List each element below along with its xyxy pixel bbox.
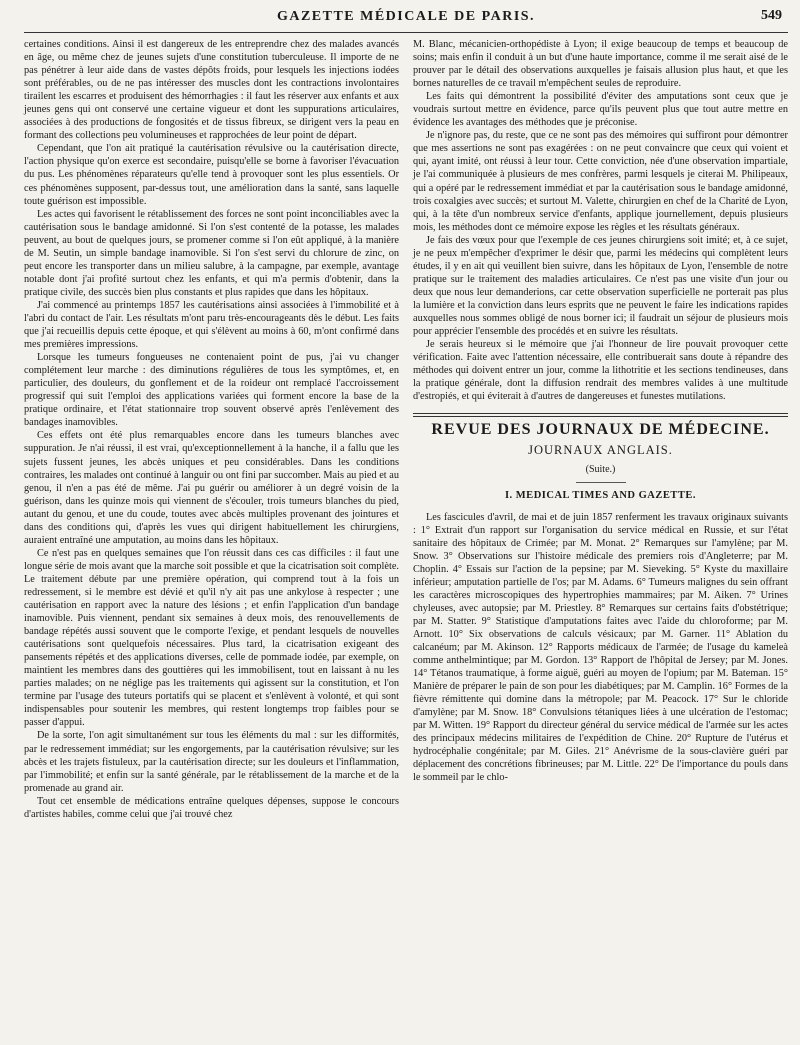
revue-item: 9° Statistique d'amputations faites avec l'aide du chloroforme; par M. Arnott. bbox=[413, 615, 788, 640]
journal-title: GAZETTE MÉDICALE DE PARIS. bbox=[276, 9, 536, 24]
revue-item: 4° Essais sur l'action de la pepsine; par M. Sieveking. bbox=[452, 563, 691, 575]
revue-item: 15° Manière de préparer le pain de son pour les diabétiques; par M. Camplin. bbox=[413, 668, 788, 693]
paragraph: Cependant, que l'on ait pratiqué la cautérisation révulsive ou la cautérisation directe, l'action physique qu'on exerce est secondaire, puisqu'elle se borne à favoriser l'évacuation du pus. Les phénomènes réparateurs qu'elle tend à provoquer sont les plus essentiels. Or ces phénomènes supposent, par-dessus tout, une amélioration dans la santé, sans laquelle toute guérison est impossible. bbox=[24, 143, 399, 207]
revue-item: 6° Tumeurs malignes du sein offrant les caractères microscopiques des hypertrophies mammaires; par M. Aiken. bbox=[413, 576, 788, 601]
paragraph: De la sorte, l'on agit simultanément sur tous les éléments du mal : sur les difformités, par le redressement immédiat; sur les engorgements, par la cautérisation révulsive; sur les abcès et les trajets fistuleux, par la cautérisation directe; sur les douleurs et l'inflammation, par l'immobilité; et enfin sur la santé générale, par le rétablissement de la marche et de la promenade au grand air. bbox=[24, 730, 399, 794]
paragraph: Je serais heureux si le mémoire que j'ai l'honneur de lire pouvait provoquer cette vérification. Faite avec l'attention nécessaire, elle contribuerait sans doute à répandre des méthodes qui doivent entrer un jour, comme la lithotritie et les sections tendineuses, dans la pratique générale, dont la diffusion rendrait des membres valides à une multitude d'estropiés, et qui éviterait à d'autres de dangereuses et funestes mutilations. bbox=[413, 339, 788, 403]
section-heading: I. MEDICAL TIMES AND GAZETTE. bbox=[504, 490, 697, 502]
revue-item: 10° Six observations de calculs vésicaux; par M. Garner. bbox=[448, 628, 717, 640]
revue-item: 21° Anévrisme de la sous-clavière guéri par déplacement des concrétions fibrineuses; par M. Little. bbox=[413, 746, 789, 771]
revue-item: 2° Remarques sur l'amylène; par M. Snow. bbox=[413, 537, 788, 562]
revue-item: 22° De l'importance du pouls dans le sommeil par le chlo- bbox=[413, 759, 789, 784]
paragraph: Je fais des vœux pour que l'exemple de ces jeunes chirurgiens soit imité; et, à ce sujet, je ne peux m'empêcher d'exprimer le désir que, parmi les médecins qui complètent leurs études, il y en ait qui veuillent bien suivre, dans les hôpitaux de Lyon, l'ensemble de notre pratique sur le traitement des maladies articulaires. Ce n'est pas une visite d'un jour ou deux que nous leur demanderions, car cette observation superficielle ne porterait pas plus la lumière et la conviction dans leurs esprits que ne peuvent le faire les indications rapides auxquelles nous sommes obligé de nous borner ici; il faudrait un séjour de plusieurs mois pour apprécier l'ensemble des procédés et en suivre les résultats. bbox=[413, 234, 788, 338]
revue-item: 18° Convulsions tétaniques liées à une ulcération de l'estomac; par M. Witten. bbox=[413, 707, 788, 732]
paragraph: M. Blanc, mécanicien-orthopédiste à Lyon; il exige beaucoup de temps et beaucoup de soins; mais enfin il conduit à un but d'une haute importance, comme il me serait aisé de le prouver par le détail des observations auxquelles je faisais allusion plus haut, et que les bornes naturelles de ce travail m'empêchent seules de reproduire. bbox=[413, 39, 788, 90]
revue-item: 8° Remarques sur certains faits d'obstétrique; par M. Statter. bbox=[413, 602, 788, 627]
paragraph: Tout cet ensemble de médications entraîne quelques dépenses, suppose le concours d'artistes habiles, comme celui que j'ai trouvé chez bbox=[24, 795, 399, 820]
revue-item: 7° Urines chyleuses, avec autopsie; par M. Priestley. bbox=[413, 589, 788, 614]
revue-item: 5° Kyste du maxillaire inférieur; amputation partielle de l'os; par M. Adams. bbox=[413, 563, 788, 588]
revue-heading: REVUE DES JOURNAUX DE MÉDECINE. bbox=[431, 421, 770, 439]
paragraph: Les actes qui favorisent le rétablissement des forces ne sont point inconciliables avec la cautérisation sous le bandage amidonné. Si l'on s'est contenté de la potasse, les malades peuvent, au bout de quelques jours, se promener comme si l'on eût appliqué, à la manière de M. Seutin, un simple bandage inamovible. Si l'on s'est servi du chlorure de zinc, on peut encore les transporter dans un milieu salubre, à la campagne, par exemple, avantage notable dont j'ai profité surtout chez les enfants, et qui m'a permis d'obtenir, dans la pratique civile, des succès bien plus constants et plus rapides que dans les hôpitaux. bbox=[24, 208, 399, 298]
revue-item: 3° Observations sur l'histoire médicale des premiers rois d'Angleterre; par M. Choplin. bbox=[413, 550, 788, 575]
paragraph: Je n'ignore pas, du reste, que ce ne sont pas des mémoires qui suffiront pour démontrer que mes assertions ne sont pas exagérées : on ne peut convaincre que ceux qui voient et qui, ayant imité, ont réussi à leur tour. Cette conviction, née d'une observation impartiale, je l'ai communiquée à plusieurs de mes confrères, parmi lesquels je citerai M. Philipeaux, qui a opéré par le redressement immédiat et par la cautérisation sous le bandage amidonné, trois coxalgies avec succès; et surtout M. Valette, chirurgien en chef de la Charité de Lyon, qui, à la tête d'un nombreux service d'enfants, applique journellement, depuis plusieurs mois, les méthodes dont ce mémoire expose les règles et les résultats généraux. bbox=[413, 130, 788, 233]
paragraph: Les faits qui démontrent la possibilité d'éviter des amputations sont ceux que je voudrais surtout mettre en évidence, parce qu'ils peuvent plus que tout autre mettre en évidence les avantages des méthodes que je préconise. bbox=[413, 91, 788, 129]
paragraph: Lorsque les tumeurs fongueuses ne contenaient point de pus, j'ai vu changer complétement leur marche : des diminutions régulières de tous les symptômes, et, en particulier, des douleurs, du gonflement et de la roideur ont remplacé l'accroissement progressif qui suit l'emploi des applications variées qui forment encore la base de la pratique ordinaire, et l'état stationnaire trop souvent observé après l'enlèvement des bandages inamovibles. bbox=[24, 352, 399, 429]
paragraph: certaines conditions. Ainsi il est dangereux de les entreprendre chez des malades avancés en âge, ou même chez de jeunes sujets d'une constitution tuberculeuse. Il importe de ne pas pénétrer à leur aide dans de vastes dépôts froids, pour lesquels les injections iodées sont préférables, ou de ne pas intéresser des muscles dont les contractions involontaires tirailent les escarres et produisent des hémorrhagies : il faut les réserver aux enfants et aux jeunes gens qui ont conservé une certaine vigueur et dont les suppurations articulaires, associées à des productions de fongosités et de tissus fibreux, se dirigent vers la peau en formant des collections peu volumineuses et rapprochées de leur point de départ. bbox=[24, 39, 399, 142]
revue-item: 13° Rapport de l'hôpital de Jersey; par M. Jones. bbox=[582, 655, 789, 667]
revue-subheading: JOURNAUX ANGLAIS. bbox=[528, 443, 673, 458]
right-column bbox=[413, 38, 788, 821]
revue-item: 17° Sur le chloride d'amylène; par M. Snow. bbox=[413, 694, 789, 719]
revue-list bbox=[413, 511, 788, 785]
columns bbox=[24, 38, 788, 821]
suite-label: (Suite.) bbox=[585, 464, 616, 476]
paragraph: J'ai commencé au printemps 1857 les cautérisations ainsi associées à l'immobilité et à l'abri du contact de l'air. Les résultats m'ont paru très-encourageants dès le début. Les faits que j'ai recueillis depuis cette époque, et qui s'élèvent au moins à 60, m'ont confirmé dans mes premières impressions. bbox=[24, 299, 399, 351]
revue-intro: Les fascicules d'avril, de mai et de juin 1857 renferment les travaux originaux suivants : bbox=[413, 511, 788, 536]
page-number: 549 bbox=[761, 8, 782, 23]
revue-item: 16° Formes de la fièvre rémittente qui domine dans la métropole; par M. Peacock. bbox=[413, 681, 788, 706]
revue-item: 12° Rapports médicaux de l'armée; de l'usage du kameleà comme anthelmintique; par M. Gordon. bbox=[413, 641, 788, 667]
revue-item: 1° Extrait d'un rapport sur l'organisation du service médical en Russie, et sur l'état sanitaire des hôpitaux de Crimée; par M. Monat. bbox=[413, 524, 788, 549]
revue-item: 14° Tétanos traumatique, à forme aiguë, guéri au moyen de l'opium; par M. Bateman. bbox=[413, 668, 774, 680]
revue-item: 20° Rupture de l'utérus et hydrocéphalie congénitale; par M. Giles. bbox=[413, 733, 788, 758]
short-divider bbox=[576, 482, 626, 483]
paragraph: Ces effets ont été plus remarquables encore dans les tumeurs blanches avec suppuration. Je n'ai réussi, il est vrai, qu'exceptionnellement à la hanche, il a fallu que les sujets fussent jeunes, les abcès uniques et peu considérables. Dans les conditions contraires, les malades ont continué à languir ou ont fini par succomber. Mais au pied et au genou, il n'en a pas été de même. J'ai pu guérir ou améliorer à un degré voisin de la guérison, dans les quinze mois qui viennent de s'écouler, trois tumeurs blanches du pied, autant du genou, et une du coude, toutes avec abcès multiples provenant des jointures et dans des conditions qui, d'après les vues qui dirigent habituellement les chirurgiens, auraient entraîné une amputation, au moins dans les hôpitaux. bbox=[24, 430, 399, 546]
revue-item: 19° Rapport du directeur général du service médical de l'armée sur les actes des principaux médecins militaires de l'expédition de Chine. bbox=[413, 720, 788, 745]
section-divider bbox=[413, 413, 788, 417]
revue-item: 11° Ablation du calcanéum; par M. Akinson. bbox=[413, 628, 788, 653]
page-header bbox=[24, 0, 788, 33]
paragraph: Ce n'est pas en quelques semaines que l'on réussit dans ces cas difficiles : il faut une longue série de mois avant que la marche soit possible et que la cicatrisation soit complète. Le traitement débute par une première opération, qui comprend tout à la fois un redressement, si le membre est dévié et qu'il n'y ait pas une ankylose à respecter ; une cautérisation en rapport avec la nature des lésions ; et enfin l'application d'un bandage inamovible. Puis viennent, pendant six semaines à deux mois, des renouvellements de bandage répétés aussi souvent que le comporte l'exige, et pendant lesquels de nouvelles cautérisations sont quelquefois nécessaires. Plus tard, la cicatrisation exigeant des pansements répétés et des applications diverses, celle de pommade iodée, par exemple, on maintient les membres dans des gouttières qui les immobilisent, tout en laissant à nu les parties malades; on ne néglige pas les traitements qui agissent sur la constitution, et l'on termine par l'usage des tuteurs portatifs qui se placent et s'enlèvent à volonté, et qui sont indispensables pour soutenir les membres, qui restent longtemps trop faibles pour se passer d'appui. bbox=[24, 547, 399, 729]
left-column bbox=[24, 38, 399, 821]
